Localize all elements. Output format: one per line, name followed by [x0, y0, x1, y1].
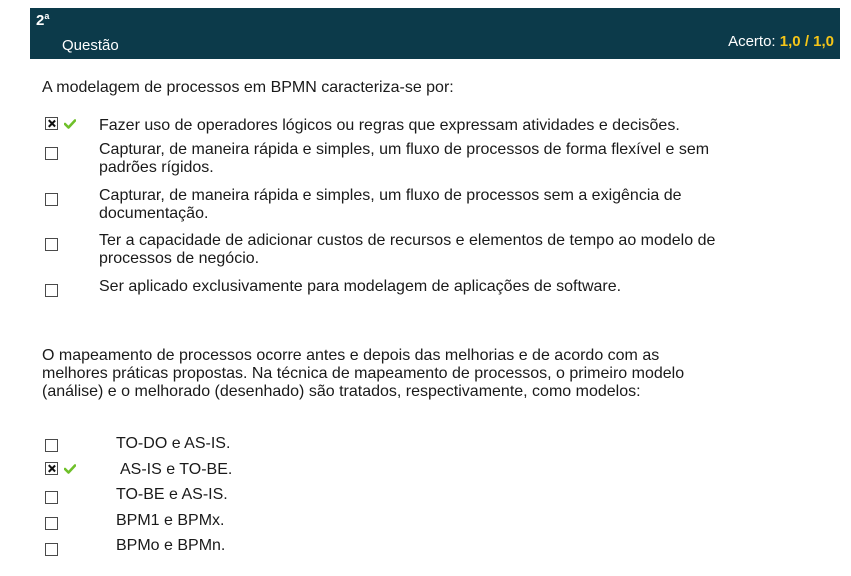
checkbox[interactable] — [45, 284, 58, 297]
option-label-line-2: padrões rígidos. — [99, 159, 214, 176]
question-1-text: A modelagem de processos em BPMN caracteriza-se por: — [42, 79, 454, 96]
question-label: Questão — [62, 37, 119, 54]
score-total: / 1,0 — [804, 33, 834, 50]
correct-check-icon — [64, 464, 76, 474]
option-label: TO-DO e AS-IS. — [116, 435, 231, 452]
option-label: Fazer uso de operadores lógicos ou regras que expressam atividades e decisões. — [99, 117, 680, 134]
option-label-line-1: Ter a capacidade de adicionar custos de recursos e elementos de tempo ao modelo de — [99, 232, 716, 249]
question-header — [30, 8, 840, 59]
checkbox[interactable] — [45, 193, 58, 206]
question-2-line-1: O mapeamento de processos ocorre antes e depois das melhorias e de acordo com as — [42, 347, 660, 364]
correct-check-icon — [64, 119, 76, 129]
option-label-line-1: Capturar, de maneira rápida e simples, um fluxo de processos sem a exigência de — [99, 187, 682, 204]
checkbox[interactable] — [45, 439, 58, 452]
checkbox[interactable] — [45, 491, 58, 504]
checkbox-checked[interactable] — [45, 117, 58, 130]
score-label: Acerto: — [728, 33, 776, 50]
question-number: 2$^a$ — [36, 11, 50, 29]
score-value: 1,0 — [779, 33, 801, 50]
checkbox[interactable] — [45, 517, 58, 530]
question-number-suffix: a — [44, 11, 50, 21]
option-label-line-2: processos de negócio. — [99, 250, 260, 267]
question-2-line-3: (análise) e o melhorado (desenhado) são tratados, respectivamente, como modelos: — [42, 383, 641, 400]
option-label-line-1: Capturar, de maneira rápida e simples, um fluxo de processos de forma flexível e sem — [99, 141, 710, 158]
checkbox-checked[interactable] — [45, 462, 58, 475]
question-2-line-2: melhores práticas propostas. Na técnica de mapeamento de processos, o primeiro modelo — [42, 365, 685, 382]
option-label: TO-BE e AS-IS. — [116, 486, 228, 503]
option-label: BPMo e BPMn. — [116, 537, 226, 554]
checkbox[interactable] — [45, 238, 58, 251]
option-label: AS-IS e TO-BE. — [120, 461, 233, 478]
checkbox[interactable] — [45, 543, 58, 556]
option-label: BPM1 e BPMx. — [116, 512, 225, 529]
score-display — [728, 33, 834, 50]
option-label-line-2: documentação. — [99, 205, 209, 222]
checkbox[interactable] — [45, 147, 58, 160]
option-label: Ser aplicado exclusivamente para modelagem de aplicações de software. — [99, 278, 622, 295]
